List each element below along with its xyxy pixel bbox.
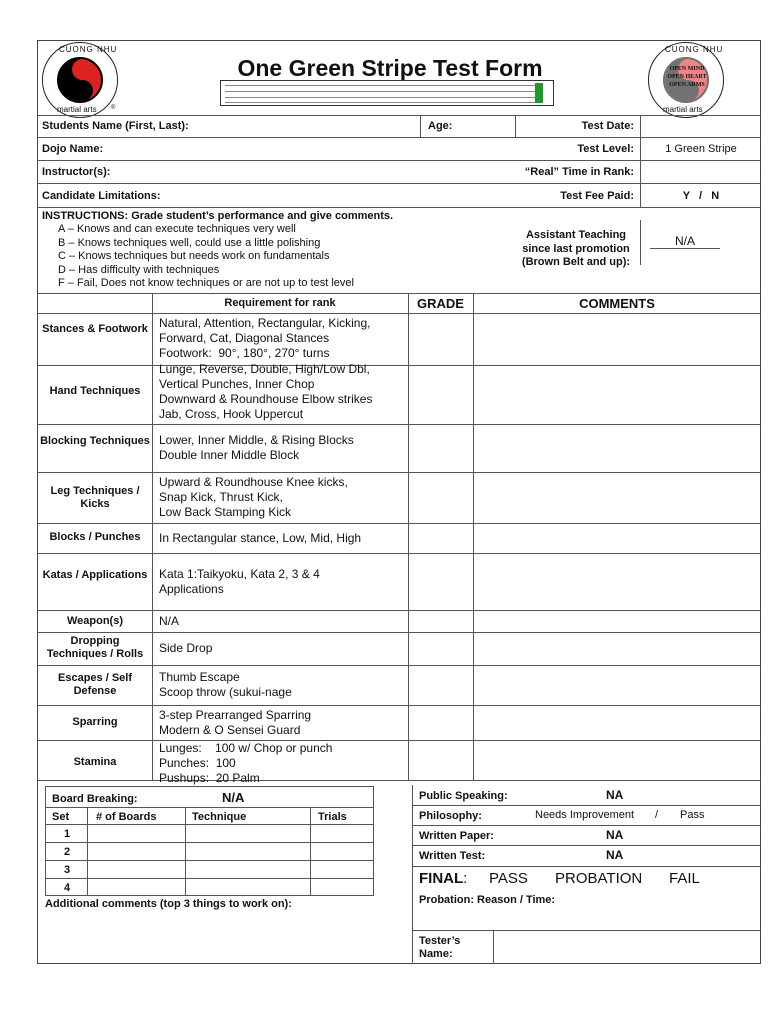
option-separator: / [655, 809, 659, 821]
probation-field[interactable] [560, 890, 756, 926]
final-result [419, 870, 467, 887]
test-fee-value[interactable]: Y / N [682, 190, 720, 202]
final-label: FINAL [419, 870, 464, 887]
category-cell: Weapon(s) [66, 615, 124, 627]
yin-yang-icon [57, 57, 103, 103]
additional-comments-label: Additional comments (top 3 things to work on): [45, 898, 292, 910]
test-fee-label: Test Fee Paid: [560, 190, 634, 202]
grade-cell[interactable] [410, 474, 471, 521]
assistant-teaching-label: Assistant Teaching since last promotion (Brown Belt and up): [521, 229, 631, 268]
comments-header: COMMENTS [579, 296, 655, 311]
final-pass-option[interactable]: PASS [489, 870, 528, 887]
category-cell: Blocks / Punches [49, 531, 141, 543]
assistant-teaching-value[interactable]: N/A [650, 234, 720, 249]
comment-cell[interactable] [475, 525, 759, 551]
probation-label: Probation: Reason / Time: [419, 894, 556, 906]
logo-right-top: CUONG NHU [665, 45, 724, 54]
registered-mark: ® [111, 105, 116, 111]
col-set: Set [52, 811, 70, 823]
age-field[interactable] [460, 116, 513, 136]
board-breaking-value: N/A [222, 790, 245, 805]
requirement-cell: In Rectangular stance, Low, Mid, High [159, 531, 362, 545]
comment-cell[interactable] [475, 555, 759, 608]
grade-f: F – Fail, Does not know techniques or are not up to test level [58, 277, 354, 289]
category-cell: Sparring [72, 716, 118, 728]
requirement-cell: Thumb Escape Scoop throw (sukui-nage [159, 670, 292, 699]
grade-header: GRADE [417, 296, 464, 311]
grade-cell[interactable] [410, 667, 471, 703]
category-cell: Blocking Techniques [40, 435, 150, 447]
limitations-label: Candidate Limitations: [42, 190, 161, 202]
comment-cell[interactable] [475, 742, 759, 778]
category-cell: Dropping Techniques / Rolls [46, 635, 144, 660]
requirement-cell: Natural, Attention, Rectangular, Kicking, Forward, Cat, Diagonal Stances Footwork: 90°, 180°, 270° turns [159, 316, 371, 360]
page-title: One Green Stripe Test Form [237, 55, 543, 81]
student-name-field[interactable] [250, 116, 418, 136]
requirement-header: Requirement for rank [224, 297, 336, 309]
comment-cell[interactable] [475, 315, 759, 363]
logo-right-bottom: martial arts [663, 105, 703, 114]
comment-cell[interactable] [475, 667, 759, 703]
instructions-heading: INSTRUCTIONS: Grade student’s performance and give comments. [42, 210, 394, 222]
test-level-value: 1 Green Stripe [665, 143, 737, 155]
written-test-value: NA [606, 848, 624, 862]
test-date-label: Test Date: [581, 120, 634, 132]
grade-legend [58, 223, 354, 291]
comment-cell[interactable] [475, 426, 759, 470]
written-paper-value: NA [606, 828, 624, 842]
grade-cell[interactable] [410, 367, 471, 422]
written-test-label: Written Test: [419, 850, 486, 862]
category-cell: Stances & Footwork [42, 323, 148, 335]
belt-stripe-graphic [220, 80, 554, 106]
real-time-label: “Real” Time in Rank: [524, 166, 634, 178]
cuong-nhu-logo-left [42, 42, 118, 118]
dojo-name-label: Dojo Name: [42, 143, 104, 155]
logo-right-motto: OPEN MIND OPEN HEART OPEN ARMS [667, 66, 707, 88]
grade-c: C – Knows techniques but needs work on fundamentals [58, 250, 330, 262]
logo-left-top: CUONG NHU [59, 45, 118, 54]
public-speaking-label: Public Speaking: [419, 790, 508, 802]
requirement-cell: Lunge, Reverse, Double, High/Low Dbl, Vertical Punches, Inner Chop Downward & Roundhouse Elbow strikes Jab, Cross, Hook Uppercut [159, 362, 373, 421]
col-boards: # of Boards [96, 811, 157, 823]
comment-cell[interactable] [475, 634, 759, 663]
instructors-label: Instructor(s): [42, 166, 111, 178]
set-1: 1 [63, 828, 71, 840]
grade-cell[interactable] [410, 315, 471, 363]
requirement-cell: Upward & Roundhouse Knee kicks, Snap Kick, Thrust Kick, Low Back Stamping Kick [159, 475, 348, 519]
test-date-field[interactable] [642, 116, 759, 136]
grade-cell[interactable] [410, 525, 471, 551]
pass-option[interactable]: Pass [680, 809, 705, 821]
public-speaking-value: NA [606, 788, 624, 802]
tester-name-label: Tester’s Name: [419, 935, 461, 960]
final-colon: : [463, 870, 468, 887]
col-technique: Technique [192, 811, 247, 823]
grade-cell[interactable] [410, 634, 471, 663]
student-name-label: Students Name (First, Last): [42, 120, 189, 132]
comment-cell[interactable] [475, 474, 759, 521]
requirement-cell: Side Drop [159, 641, 213, 655]
comment-cell[interactable] [475, 612, 759, 630]
age-label: Age: [428, 120, 453, 132]
grade-cell[interactable] [410, 707, 471, 738]
cuong-nhu-logo-right [648, 42, 724, 118]
final-probation-option[interactable]: PROBATION [555, 870, 643, 887]
needs-improvement-option[interactable]: Needs Improvement [535, 809, 635, 821]
limitations-field[interactable] [170, 184, 490, 204]
logo-left-bottom: martial arts [57, 105, 97, 114]
real-time-field[interactable] [642, 161, 759, 181]
grade-cell[interactable] [410, 612, 471, 630]
set-3: 3 [63, 864, 71, 876]
grade-cell[interactable] [410, 555, 471, 608]
comment-cell[interactable] [475, 367, 759, 422]
category-cell: Escapes / Self Defense [58, 672, 132, 697]
grade-b: B – Knows techniques well, could use a little polishing [58, 236, 321, 249]
requirement-cell: 3-step Prearranged Sparring Modern & O Sensei Guard [159, 708, 312, 737]
green-stripe [535, 83, 543, 103]
philosophy-label: Philosophy: [419, 810, 482, 822]
category-cell: Hand Techniques [49, 385, 141, 397]
board-breaking-label: Board Breaking: [52, 793, 138, 805]
additional-comments-field[interactable] [45, 912, 405, 960]
tester-name-field[interactable] [495, 932, 759, 962]
set-2: 2 [63, 846, 71, 858]
grade-d: D – Has difficulty with techniques [58, 263, 220, 276]
written-paper-label: Written Paper: [419, 830, 494, 842]
grade-a: A – Knows and can execute techniques very well [58, 223, 296, 235]
grade-cell[interactable] [410, 426, 471, 470]
set-4: 4 [63, 882, 71, 894]
category-cell: Leg Techniques / Kicks [50, 485, 140, 510]
comment-cell[interactable] [475, 707, 759, 738]
col-trials: Trials [318, 811, 347, 823]
category-cell: Katas / Applications [42, 569, 148, 581]
category-cell: Stamina [73, 756, 117, 768]
test-level-label: Test Level: [577, 143, 634, 155]
dojo-name-field[interactable] [110, 138, 490, 158]
instructors-field[interactable] [120, 161, 490, 181]
requirement-cell: Kata 1:Taikyoku, Kata 2, 3 & 4 Applications [159, 567, 320, 596]
final-fail-option[interactable]: FAIL [669, 870, 700, 887]
requirement-cell: Lunges: 100 w/ Chop or punch Punches: 100 Pushups: 20 Palm [159, 741, 333, 785]
requirement-cell: Lower, Inner Middle, & Rising Blocks Double Inner Middle Block [159, 433, 354, 462]
grade-cell[interactable] [410, 742, 471, 778]
requirement-cell: N/A [159, 614, 180, 628]
